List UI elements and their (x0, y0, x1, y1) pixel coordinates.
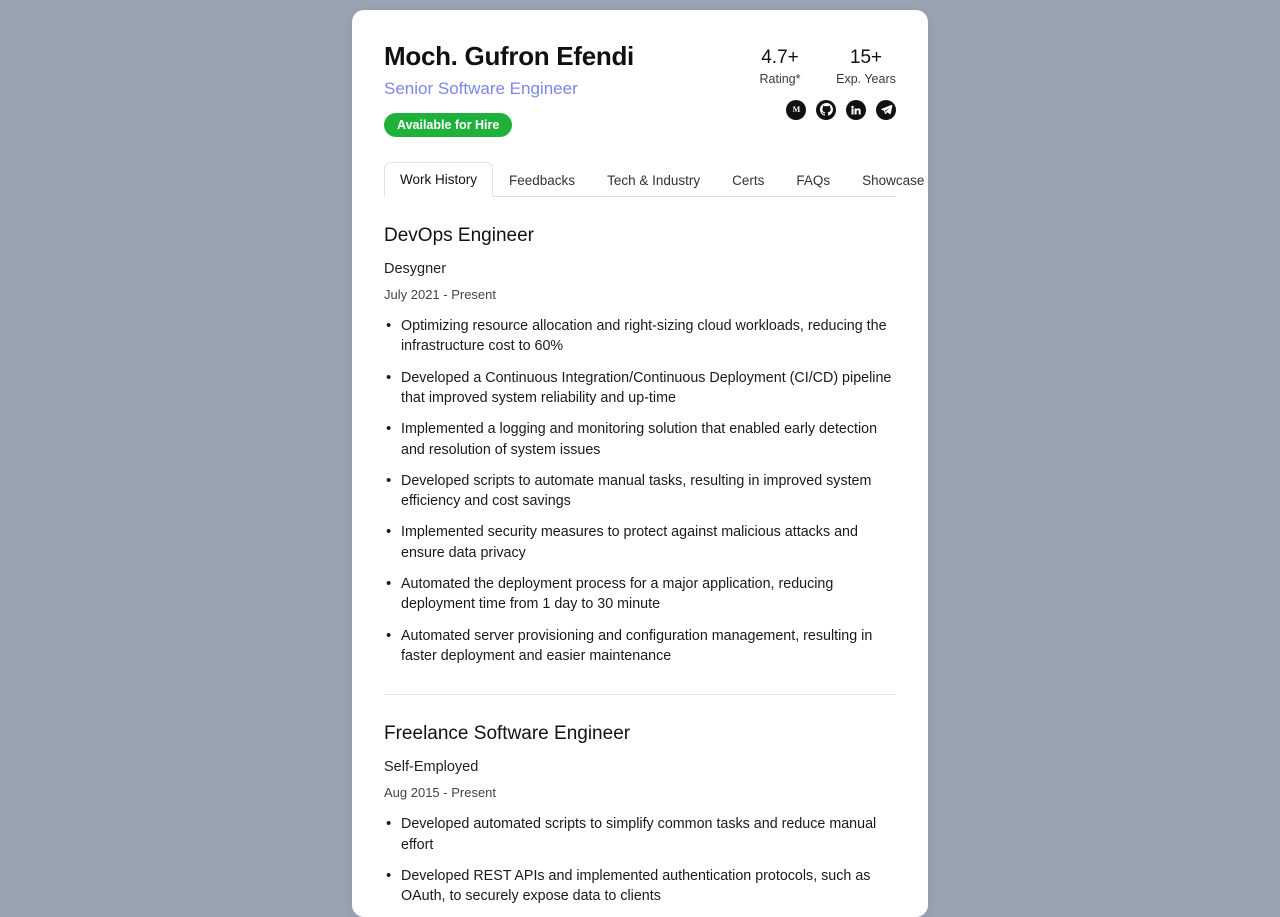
stat-experience-label: Exp. Years (836, 71, 896, 86)
tab-showcase[interactable]: Showcase (862, 173, 925, 189)
social-links (786, 100, 896, 120)
job-company: Desygner (384, 261, 447, 278)
list-item: • Implemented security measures to protect against malicious attacks and ensure data privacy (384, 522, 896, 563)
tab-faqs[interactable]: FAQs (796, 173, 831, 189)
tab-feedbacks[interactable]: Feedbacks (509, 173, 576, 189)
resume-card (352, 10, 928, 917)
list-item: • Developed scripts to automate manual tasks, resulting in improved system efficiency and cost savings (384, 471, 896, 512)
job-company: Self-Employed (384, 759, 479, 776)
work-entry (384, 197, 896, 666)
list-item: • Developed automated scripts to simplify common tasks and reduce manual effort (384, 814, 896, 855)
profile-role: Senior Software Engineer (384, 78, 578, 98)
telegram-icon[interactable] (876, 100, 896, 120)
work-entry (384, 694, 896, 906)
stat-rating (750, 46, 810, 86)
status-badge: Available for Hire (384, 113, 512, 138)
svg-text:M: M (792, 105, 800, 115)
profile-identity (384, 42, 634, 137)
job-bullets (384, 316, 896, 666)
list-item: • Developed REST APIs and implemented authentication protocols, such as OAuth, to securely expose data to clients (384, 866, 896, 907)
page-title: Moch. Gufron Efendi (384, 41, 634, 71)
job-dates: July 2021 - Present (384, 287, 497, 303)
list-item: • Implemented a logging and monitoring solution that enabled early detection and resolution of system issues (384, 419, 896, 460)
stat-experience (836, 46, 896, 86)
medium-icon[interactable] (786, 100, 806, 120)
tab-certs[interactable]: Certs (732, 173, 765, 189)
stat-row (750, 46, 896, 86)
list-item: • Automated server provisioning and configuration management, resulting in faster deployment and easier maintenance (384, 626, 896, 667)
linkedin-icon[interactable] (846, 100, 866, 120)
job-title: Freelance Software Engineer (384, 723, 631, 745)
profile-header (384, 42, 896, 137)
list-item: • Developed a Continuous Integration/Continuous Deployment (CI/CD) pipeline that improved system reliability and up-time (384, 368, 896, 409)
tab-tech-industry[interactable]: Tech & Industry (607, 173, 701, 189)
tab-work-history[interactable]: Work History (384, 162, 493, 197)
stat-rating-label: Rating* (759, 71, 801, 86)
job-dates: Aug 2015 - Present (384, 785, 497, 801)
job-bullets (384, 814, 896, 906)
profile-stats (750, 42, 896, 120)
stat-experience-value: 15+ (849, 47, 883, 68)
list-item: • Automated the deployment process for a major application, reducing deployment time from 1 day to 30 minute (384, 574, 896, 615)
job-title: DevOps Engineer (384, 225, 534, 247)
tab-bar (384, 161, 925, 197)
github-icon[interactable] (816, 100, 836, 120)
list-item: • Optimizing resource allocation and right-sizing cloud workloads, reducing the infrastructure cost to 60% (384, 316, 896, 357)
stat-rating-value: 4.7+ (761, 47, 799, 68)
